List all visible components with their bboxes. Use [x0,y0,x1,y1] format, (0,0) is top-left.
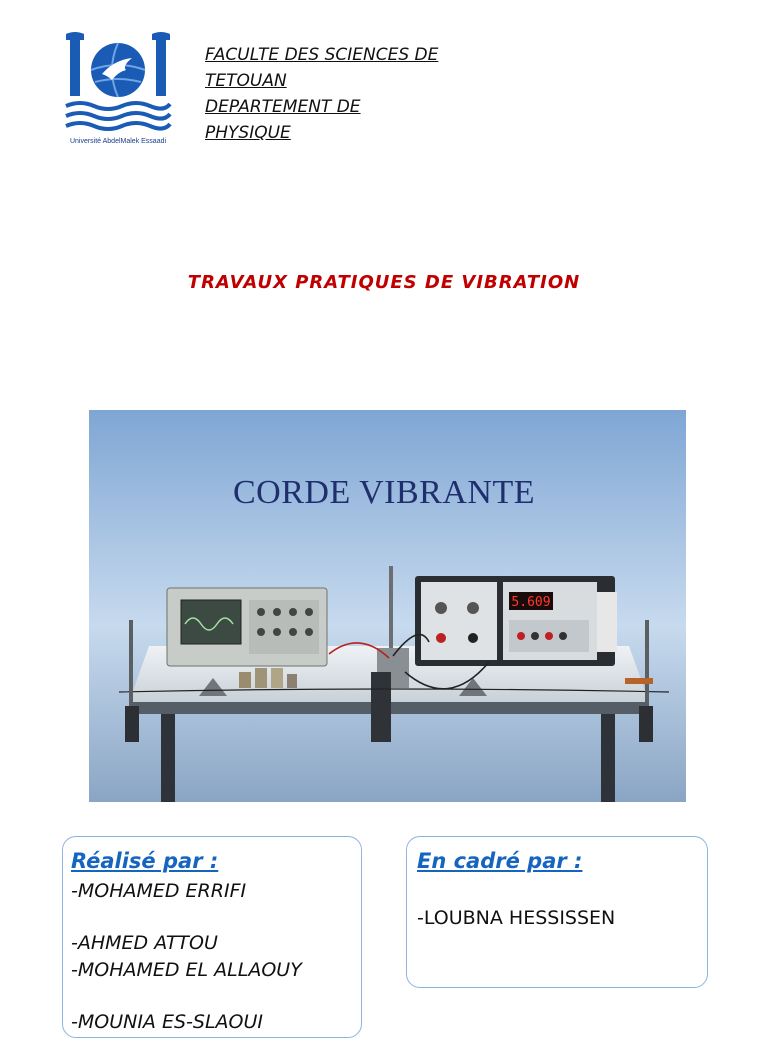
encadre-par-heading: En cadré par : [417,849,583,873]
member-name: -MOHAMED ERRIFI [71,880,247,902]
logo-caption: Université AbdelMalek Essaadi [69,138,167,145]
realise-par-heading: Réalisé par : [71,849,219,873]
cover-photo [89,410,686,802]
oscilloscope [167,588,327,666]
realise-par-box [62,836,362,1038]
department-line: DEPARTEMENT DE [205,97,361,117]
document-title: TRAVAUX PRATIQUES DE VIBRATION [187,272,581,293]
experiment-title: CORDE VIBRANTE [233,474,535,511]
vibrating-string-apparatus-illustration [89,410,686,802]
frequency-display: 5.609 [511,595,551,610]
faculty-line: FACULTE DES SCIENCES DE [205,45,439,65]
frequency-generator [415,576,617,666]
university-emblem-icon [62,30,174,140]
member-name: -MOUNIA ES-SLAOUI [71,1011,263,1033]
faculty-line: TETOUAN [205,71,287,91]
supervisor-name: -LOUBNA HESSISSEN [417,907,616,929]
department-line: PHYSIQUE [205,123,291,143]
faculty-header [205,42,505,146]
member-name: -AHMED ATTOU [71,932,218,954]
encadre-par-box [406,836,708,988]
member-name: -MOHAMED EL ALLAOUY [71,959,302,981]
